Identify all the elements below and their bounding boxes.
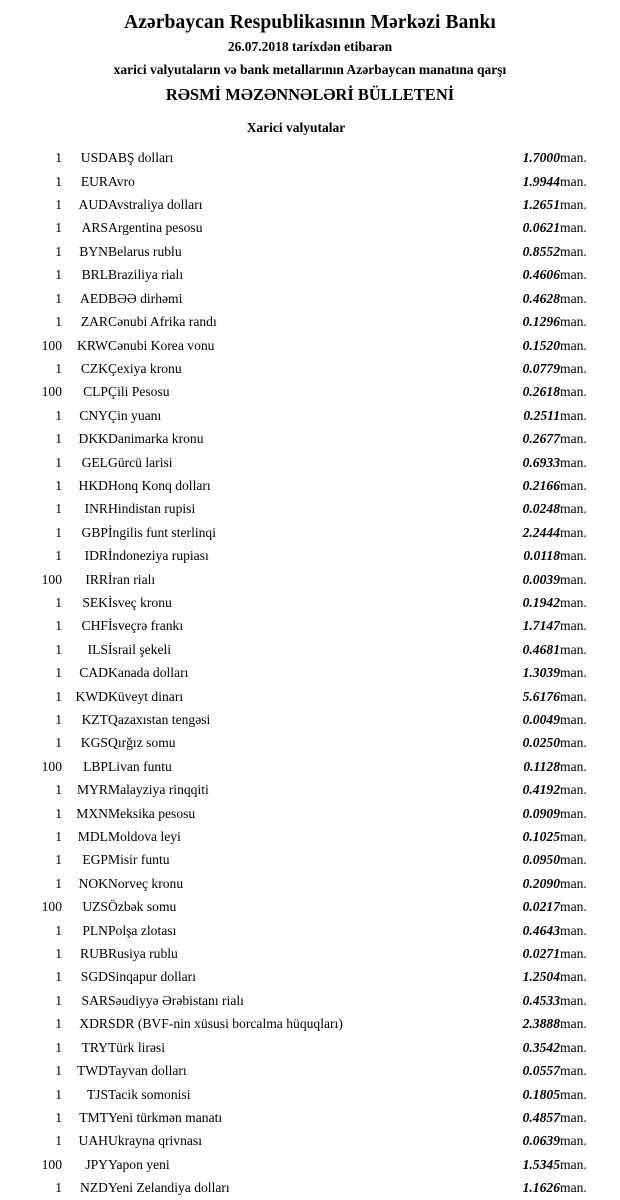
- currency-unit: man.: [560, 1039, 587, 1055]
- table-row: [16, 240, 604, 263]
- currency-unit: man.: [560, 431, 587, 447]
- currency-rate: 0.4643: [522, 922, 560, 938]
- currency-name: Qırğız somu: [108, 735, 176, 751]
- currency-quantity: 1: [55, 524, 62, 540]
- currency-rate: 0.4192: [522, 782, 560, 798]
- table-row: [16, 334, 604, 357]
- currency-name: İngilis funt sterlinqi: [108, 524, 216, 540]
- currency-name: İsveçrə frankı: [108, 618, 184, 634]
- currency-quantity: 1: [55, 875, 62, 891]
- currency-quantity: 1: [55, 1086, 62, 1102]
- currency-rate: 0.1128: [523, 758, 560, 774]
- table-row: [16, 919, 604, 942]
- currency-code: LBP: [83, 758, 108, 774]
- currency-quantity: 1: [55, 1180, 62, 1196]
- currency-quantity: 1: [55, 852, 62, 868]
- currency-unit: man.: [560, 1086, 587, 1102]
- currency-name: Cənubi Afrika randı: [108, 314, 217, 330]
- currency-unit: man.: [560, 758, 587, 774]
- currency-unit: man.: [560, 594, 587, 610]
- table-row: [16, 1176, 604, 1199]
- currency-unit: man.: [560, 1063, 587, 1079]
- currency-name: Polşa zlotası: [108, 922, 177, 938]
- table-row: [16, 380, 604, 403]
- currency-code: CLP: [83, 384, 108, 400]
- currency-quantity: 1: [55, 594, 62, 610]
- currency-rate: 0.0779: [522, 360, 560, 376]
- currency-quantity: 1: [55, 641, 62, 657]
- currency-code: RUB: [80, 946, 108, 962]
- currency-unit: man.: [560, 407, 587, 423]
- currency-rate: 0.4628: [522, 290, 560, 306]
- table-row: [16, 614, 604, 637]
- table-row: [16, 216, 604, 239]
- currency-name: BƏƏ dirhəmi: [108, 290, 183, 306]
- currency-rate: 0.0639: [522, 1133, 560, 1149]
- currency-code: JPY: [85, 1156, 108, 1172]
- currency-unit: man.: [560, 1156, 587, 1172]
- currency-name: Braziliya rialı: [108, 267, 184, 283]
- currency-quantity: 1: [55, 454, 62, 470]
- currency-unit: man.: [560, 454, 587, 470]
- currency-unit: man.: [560, 290, 587, 306]
- currency-unit: man.: [560, 477, 587, 493]
- currency-name: Cənubi Korea vonu: [108, 337, 215, 353]
- currency-rate: 1.3039: [522, 665, 560, 681]
- currency-rate: 1.2504: [522, 969, 560, 985]
- currency-name: Özbək somu: [108, 899, 177, 915]
- currency-unit: man.: [560, 618, 587, 634]
- currency-code: KGS: [80, 735, 108, 751]
- currency-quantity: 1: [55, 946, 62, 962]
- currency-unit: man.: [560, 220, 587, 236]
- currency-unit: man.: [560, 852, 587, 868]
- currency-name: Yeni türkmən manatı: [108, 1109, 223, 1125]
- currency-quantity: 1: [55, 712, 62, 728]
- currency-rate: 0.0271: [522, 946, 560, 962]
- currency-code: SEK: [82, 594, 108, 610]
- currency-quantity: 100: [41, 384, 62, 400]
- table-row: [16, 544, 604, 567]
- table-row: [16, 521, 604, 544]
- currency-quantity: 1: [55, 477, 62, 493]
- currency-name: İsveç kronu: [108, 594, 172, 610]
- currency-quantity: 100: [41, 1156, 62, 1172]
- currency-code: UZS: [82, 899, 108, 915]
- currency-code: KRW: [77, 337, 108, 353]
- currency-code: BRL: [81, 267, 108, 283]
- currency-rate: 0.0217: [522, 899, 560, 915]
- currency-code: CNY: [79, 407, 108, 423]
- currency-name: Küveyt dinarı: [108, 688, 184, 704]
- currency-unit: man.: [560, 665, 587, 681]
- table-row: [16, 1083, 604, 1106]
- currency-quantity: 1: [55, 360, 62, 376]
- table-row: [16, 1106, 604, 1129]
- currency-unit: man.: [560, 829, 587, 845]
- currency-unit: man.: [560, 173, 587, 189]
- currency-quantity: 1: [55, 688, 62, 704]
- currency-name: Sinqapur dolları: [108, 969, 196, 985]
- currency-name: Türk lirəsi: [108, 1039, 166, 1055]
- currency-quantity: 1: [55, 501, 62, 517]
- currency-unit: man.: [560, 571, 587, 587]
- currency-rate: 2.2444: [522, 524, 560, 540]
- currency-code: CAD: [79, 665, 108, 681]
- currency-quantity: 1: [55, 992, 62, 1008]
- currency-name: Gürcü larisi: [108, 454, 173, 470]
- currency-unit: man.: [560, 384, 587, 400]
- currency-code: PLN: [82, 922, 108, 938]
- table-row: [16, 357, 604, 380]
- table-row: [16, 638, 604, 661]
- table-row: [16, 263, 604, 286]
- currency-code: KZT: [81, 712, 108, 728]
- currency-code: GEL: [81, 454, 108, 470]
- currency-rate: 0.0049: [522, 712, 560, 728]
- currency-quantity: 1: [55, 407, 62, 423]
- currency-unit: man.: [560, 641, 587, 657]
- currency-unit: man.: [560, 524, 587, 540]
- currency-code: TMT: [79, 1109, 108, 1125]
- table-row: [16, 474, 604, 497]
- table-row: [16, 708, 604, 731]
- currency-name: Livan funtu: [108, 758, 172, 774]
- currency-rates-table: [16, 146, 604, 1199]
- currency-code: CHF: [81, 618, 108, 634]
- currency-unit: man.: [560, 548, 587, 564]
- currency-code: DKK: [78, 431, 108, 447]
- currency-quantity: 1: [55, 1109, 62, 1125]
- currency-unit: man.: [560, 501, 587, 517]
- currency-rate: 0.4533: [522, 992, 560, 1008]
- currency-quantity: 1: [55, 1133, 62, 1149]
- currency-quantity: 1: [55, 548, 62, 564]
- currency-rate: 0.0950: [522, 852, 560, 868]
- effective-date-line: 26.07.2018 tarixdən etibarən: [227, 39, 393, 55]
- currency-name: Yapon yeni: [108, 1156, 170, 1172]
- table-row: [16, 802, 604, 825]
- currency-quantity: 100: [41, 571, 62, 587]
- table-row: [16, 989, 604, 1012]
- currency-code: BYN: [79, 243, 108, 259]
- currency-unit: man.: [560, 267, 587, 283]
- currency-code: UAH: [78, 1133, 108, 1149]
- table-row: [16, 1036, 604, 1059]
- table-row: [16, 427, 604, 450]
- currency-unit: man.: [560, 712, 587, 728]
- currency-code: AED: [80, 290, 108, 306]
- currency-code: MXN: [76, 805, 108, 821]
- currency-rate: 0.2677: [522, 431, 560, 447]
- table-row: [16, 731, 604, 754]
- table-row: [16, 1012, 604, 1035]
- table-row: [16, 310, 604, 333]
- currency-name: Argentina pesosu: [108, 220, 203, 236]
- currency-rate: 0.3542: [522, 1039, 560, 1055]
- table-row: [16, 497, 604, 520]
- currency-quantity: 1: [55, 150, 62, 166]
- currency-rate: 0.0909: [522, 805, 560, 821]
- table-row: [16, 661, 604, 684]
- currency-rate: 1.2651: [522, 197, 560, 213]
- currency-name: Misir funtu: [108, 852, 170, 868]
- table-row: [16, 825, 604, 848]
- currency-name: İran rialı: [108, 571, 156, 587]
- table-row: [16, 755, 604, 778]
- currency-rate: 0.0621: [522, 220, 560, 236]
- currency-name: Yeni Zelandiya dolları: [108, 1180, 230, 1196]
- currency-code: TRY: [81, 1039, 108, 1055]
- currency-unit: man.: [560, 805, 587, 821]
- currency-rate: 1.1626: [522, 1180, 560, 1196]
- table-row: [16, 170, 604, 193]
- currency-unit: man.: [560, 969, 587, 985]
- currency-unit: man.: [560, 992, 587, 1008]
- document-title: RƏSMİ MƏZƏNNƏLƏRİ BÜLLETENİ: [165, 85, 455, 105]
- currency-code: KWD: [75, 688, 108, 704]
- currency-name: Meksika pesosu: [108, 805, 196, 821]
- currency-rate: 0.0248: [522, 501, 560, 517]
- currency-name: Çexiya kronu: [108, 360, 182, 376]
- currency-quantity: 1: [55, 618, 62, 634]
- currency-rates-body: [16, 146, 604, 1199]
- currency-quantity: 1: [55, 829, 62, 845]
- currency-rate: 0.1025: [522, 829, 560, 845]
- currency-name: SDR (BVF-nin xüsusi borcalma hüquqları): [108, 1016, 343, 1032]
- table-row: [16, 568, 604, 591]
- currency-quantity: 1: [55, 243, 62, 259]
- currency-name: Çili Pesosu: [108, 384, 170, 400]
- currency-name: Rusiya rublu: [108, 946, 178, 962]
- currency-quantity: 100: [41, 758, 62, 774]
- currency-quantity: 1: [55, 665, 62, 681]
- currency-unit: man.: [560, 243, 587, 259]
- currency-quantity: 1: [55, 1063, 62, 1079]
- currency-code: EGP: [82, 852, 108, 868]
- currency-unit: man.: [560, 875, 587, 891]
- currency-unit: man.: [560, 899, 587, 915]
- table-row: [16, 591, 604, 614]
- currency-quantity: 1: [55, 1016, 62, 1032]
- currency-rate: 0.6933: [522, 454, 560, 470]
- currency-code: AUD: [78, 197, 108, 213]
- currency-name: Səudiyyə Ərəbistanı rialı: [108, 992, 244, 1008]
- currency-code: ILS: [87, 641, 108, 657]
- currency-code: NZD: [80, 1180, 108, 1196]
- currency-code: HKD: [78, 477, 108, 493]
- currency-rate: 0.2511: [523, 407, 560, 423]
- currency-unit: man.: [560, 688, 587, 704]
- currency-quantity: 1: [55, 314, 62, 330]
- currency-rate: 0.4606: [522, 267, 560, 283]
- table-row: [16, 1153, 604, 1176]
- currency-code: SGD: [80, 969, 108, 985]
- currency-unit: man.: [560, 197, 587, 213]
- table-row: [16, 1129, 604, 1152]
- currency-rate: 0.4857: [522, 1109, 560, 1125]
- currency-unit: man.: [560, 922, 587, 938]
- currency-unit: man.: [560, 1109, 587, 1125]
- currency-quantity: 1: [55, 267, 62, 283]
- table-row: [16, 685, 604, 708]
- currency-rate: 0.1942: [522, 594, 560, 610]
- table-row: [16, 942, 604, 965]
- currency-rate: 0.0557: [522, 1063, 560, 1079]
- currency-rate: 0.8552: [522, 243, 560, 259]
- currency-unit: man.: [560, 1180, 587, 1196]
- currency-unit: man.: [560, 1016, 587, 1032]
- currency-rate: 5.6176: [522, 688, 560, 704]
- currency-unit: man.: [560, 946, 587, 962]
- currency-code: XDR: [79, 1016, 108, 1032]
- table-row: [16, 193, 604, 216]
- currency-code: MDL: [77, 829, 108, 845]
- currency-name: Tacik somonisi: [108, 1086, 191, 1102]
- currency-name: Belarus rublu: [108, 243, 182, 259]
- currency-rate: 0.1296: [522, 314, 560, 330]
- currency-quantity: 1: [55, 922, 62, 938]
- currency-unit: man.: [560, 1133, 587, 1149]
- table-row: [16, 1059, 604, 1082]
- currency-unit: man.: [560, 735, 587, 751]
- currency-unit: man.: [560, 337, 587, 353]
- table-row: [16, 848, 604, 871]
- currency-quantity: 1: [55, 969, 62, 985]
- currency-name: Tayvan dolları: [108, 1063, 187, 1079]
- currency-unit: man.: [560, 314, 587, 330]
- currency-quantity: 1: [55, 1039, 62, 1055]
- currency-code: CZK: [80, 360, 108, 376]
- currency-quantity: 1: [55, 173, 62, 189]
- table-row: [16, 146, 604, 169]
- bank-title: Azərbaycan Respublikasının Mərkəzi Bankı: [124, 12, 496, 33]
- currency-quantity: 1: [55, 431, 62, 447]
- currency-unit: man.: [560, 360, 587, 376]
- currency-rate: 1.9944: [522, 173, 560, 189]
- table-row: [16, 965, 604, 988]
- currency-name: Hindistan rupisi: [108, 501, 196, 517]
- currency-code: EUR: [80, 173, 108, 189]
- currency-rate: 0.1805: [522, 1086, 560, 1102]
- currency-unit: man.: [560, 782, 587, 798]
- currency-rate: 0.1520: [522, 337, 560, 353]
- document-subtitle: xarici valyutaların və bank metallarının Azərbaycan manatına qarşı: [113, 62, 507, 78]
- currency-unit: man.: [560, 150, 587, 166]
- currency-name: Norveç kronu: [108, 875, 184, 891]
- currency-code: SAR: [81, 992, 108, 1008]
- currency-rate: 1.7000: [522, 150, 560, 166]
- currency-rate: 0.0118: [523, 548, 560, 564]
- currency-name: Malayziya rinqqiti: [108, 782, 209, 798]
- currency-rate: 0.0250: [522, 735, 560, 751]
- currency-rate: 0.4681: [522, 641, 560, 657]
- currency-rate: 1.5345: [522, 1156, 560, 1172]
- currency-rate: 0.2166: [522, 477, 560, 493]
- table-row: [16, 404, 604, 427]
- currency-name: Avro: [108, 173, 135, 189]
- currency-rate: 2.3888: [522, 1016, 560, 1032]
- currency-name: Ukrayna qrivnası: [108, 1133, 202, 1149]
- table-row: [16, 451, 604, 474]
- currency-code: ZAR: [80, 314, 108, 330]
- table-row: [16, 872, 604, 895]
- currency-name: Qazaxıstan tengəsi: [108, 712, 211, 728]
- currency-name: Kanada dolları: [108, 665, 189, 681]
- currency-name: ABŞ dolları: [108, 150, 174, 166]
- currency-name: Çin yuanı: [108, 407, 162, 423]
- currency-code: TJS: [86, 1086, 108, 1102]
- table-row: [16, 778, 604, 801]
- currency-rate: 0.2090: [522, 875, 560, 891]
- currency-rate: 1.7147: [522, 618, 560, 634]
- currency-code: ARS: [81, 220, 108, 236]
- currency-code: GBP: [81, 524, 108, 540]
- currency-name: İndoneziya rupiası: [108, 548, 209, 564]
- section-title-foreign-currencies: Xarici valyutalar: [246, 120, 346, 136]
- document-header: [16, 12, 604, 104]
- currency-code: NOK: [78, 875, 108, 891]
- currency-name: Moldova leyi: [108, 829, 181, 845]
- currency-quantity: 100: [41, 337, 62, 353]
- currency-code: INR: [84, 501, 108, 517]
- currency-rate: 0.2618: [522, 384, 560, 400]
- currency-code: USD: [80, 150, 108, 166]
- currency-quantity: 1: [55, 805, 62, 821]
- currency-code: TWD: [77, 1063, 108, 1079]
- table-row: [16, 895, 604, 918]
- currency-name: İsrail şekeli: [108, 641, 172, 657]
- currency-code: MYR: [77, 782, 108, 798]
- currency-code: IRR: [85, 571, 108, 587]
- currency-code: IDR: [84, 548, 108, 564]
- currency-rate: 0.0039: [522, 571, 560, 587]
- currency-quantity: 1: [55, 197, 62, 213]
- currency-name: Avstraliya dolları: [108, 197, 203, 213]
- currency-quantity: 1: [55, 220, 62, 236]
- currency-quantity: 1: [55, 290, 62, 306]
- currency-name: Honq Konq dolları: [108, 477, 211, 493]
- currency-quantity: 100: [41, 899, 62, 915]
- currency-quantity: 1: [55, 735, 62, 751]
- currency-quantity: 1: [55, 782, 62, 798]
- table-row: [16, 287, 604, 310]
- currency-name: Danimarka kronu: [108, 431, 204, 447]
